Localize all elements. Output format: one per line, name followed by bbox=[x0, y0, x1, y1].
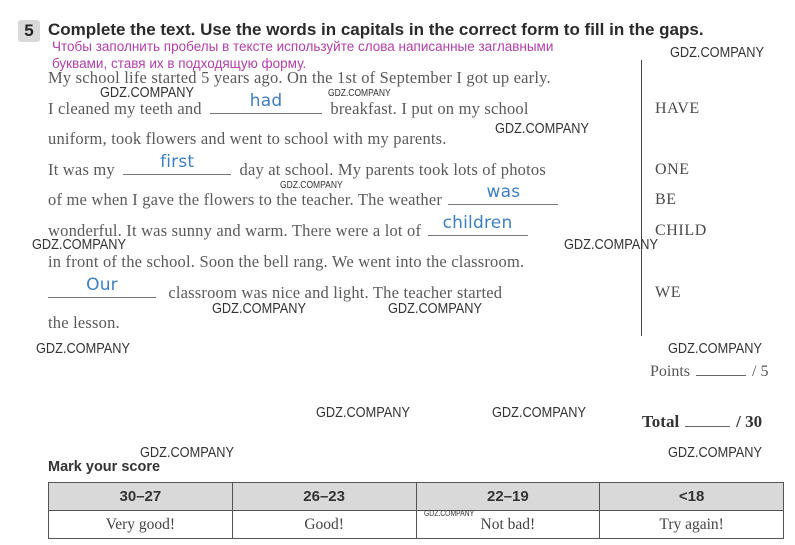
text-line-2-start: I cleaned my teeth and bbox=[48, 99, 202, 118]
watermark: GDZ.COMPANY bbox=[280, 180, 343, 191]
text-line-7: in front of the school. Soon the bell rang. We went into the classroom. bbox=[48, 252, 525, 271]
points-blank[interactable] bbox=[696, 375, 746, 376]
answer-4: children bbox=[442, 213, 513, 233]
answer-5: Our bbox=[86, 275, 118, 295]
score-table bbox=[48, 482, 784, 539]
capital-word-4: CHILD bbox=[655, 222, 707, 239]
text-line-2-end: breakfast. I put on my school bbox=[330, 99, 529, 118]
watermark: GDZ.COMPANY bbox=[388, 300, 482, 317]
points-max: / 5 bbox=[752, 363, 769, 380]
total-max: / 30 bbox=[736, 412, 763, 431]
text-line-5-start: of me when I gave the flowers to the teacher. The weather bbox=[48, 190, 443, 209]
watermark: GDZ.COMPANY bbox=[212, 300, 306, 317]
gap-1[interactable] bbox=[210, 91, 322, 114]
gap-5[interactable] bbox=[48, 275, 156, 298]
watermark: GDZ.COMPANY bbox=[100, 84, 194, 101]
score-label-row bbox=[49, 511, 784, 539]
text-line-4-start: It was my bbox=[48, 160, 115, 179]
total-row bbox=[642, 412, 762, 432]
watermark: GDZ.COMPANY bbox=[564, 236, 658, 253]
range-cell-1: 30–27 bbox=[49, 483, 233, 511]
answer-3: was bbox=[486, 182, 521, 202]
watermark: GDZ.COMPANY bbox=[32, 236, 126, 253]
gap-4[interactable] bbox=[428, 213, 528, 236]
answer-1: had bbox=[249, 91, 283, 111]
text-line-8-end: classroom was nice and light. The teacher started bbox=[168, 283, 503, 302]
label-cell-4: Try again! bbox=[600, 511, 784, 539]
capital-word-1: HAVE bbox=[655, 100, 700, 117]
mark-your-score-label: Mark your score bbox=[48, 459, 161, 475]
label-cell-3: Not bad! bbox=[416, 511, 600, 539]
text-line-3: uniform, took flowers and went to school with my parents. bbox=[48, 129, 447, 148]
watermark: GDZ.COMPANY bbox=[670, 44, 764, 61]
score-range-row bbox=[49, 483, 784, 511]
watermark: GDZ.COMPANY bbox=[316, 404, 410, 421]
label-cell-1: Very good! bbox=[49, 511, 233, 539]
text-line-6-start: wonderful. It was sunny and warm. There were a lot of bbox=[48, 221, 422, 240]
range-cell-4: <18 bbox=[600, 483, 784, 511]
range-cell-3: 22–19 bbox=[416, 483, 600, 511]
range-cell-2: 26–23 bbox=[232, 483, 416, 511]
watermark: GDZ.COMPANY bbox=[495, 120, 589, 137]
points-row bbox=[650, 363, 768, 381]
total-label: Total bbox=[642, 412, 680, 431]
watermark: GDZ.COMPANY bbox=[492, 404, 586, 421]
capital-word-5: WE bbox=[655, 284, 682, 301]
watermark: GDZ.COMPANY bbox=[328, 88, 391, 99]
watermark: GDZ.COMPANY bbox=[424, 509, 475, 518]
russian-hint-line-2: буквами, ставя их в подходящую форму. bbox=[52, 56, 307, 71]
russian-hint-line-1: Чтобы заполнить пробелы в тексте используйте слова написанные заглавными bbox=[52, 39, 554, 54]
capital-word-3: BE bbox=[655, 191, 677, 208]
text-line-4 bbox=[48, 152, 546, 180]
watermark: GDZ.COMPANY bbox=[668, 444, 762, 461]
column-divider bbox=[641, 60, 642, 336]
gap-2[interactable] bbox=[123, 152, 231, 175]
text-line-9: the lesson. bbox=[48, 313, 120, 332]
gap-3[interactable] bbox=[448, 182, 558, 205]
exercise-title: Complete the text. Use the words in capitals in the correct form to fill in the gaps. bbox=[48, 20, 704, 39]
watermark: GDZ.COMPANY bbox=[140, 444, 234, 461]
exercise-number: 5 bbox=[18, 20, 40, 42]
answer-2: first bbox=[160, 152, 195, 172]
watermark: GDZ.COMPANY bbox=[36, 340, 130, 357]
total-blank[interactable] bbox=[685, 426, 730, 427]
points-label: Points bbox=[650, 363, 691, 380]
label-cell-2: Good! bbox=[232, 511, 416, 539]
watermark: GDZ.COMPANY bbox=[668, 340, 762, 357]
text-line-4-end: day at school. My parents took lots of photos bbox=[239, 160, 546, 179]
text-line-1: My school life started 5 years ago. On the 1st of September I got up early. bbox=[48, 68, 551, 87]
capital-word-2: ONE bbox=[655, 161, 690, 178]
